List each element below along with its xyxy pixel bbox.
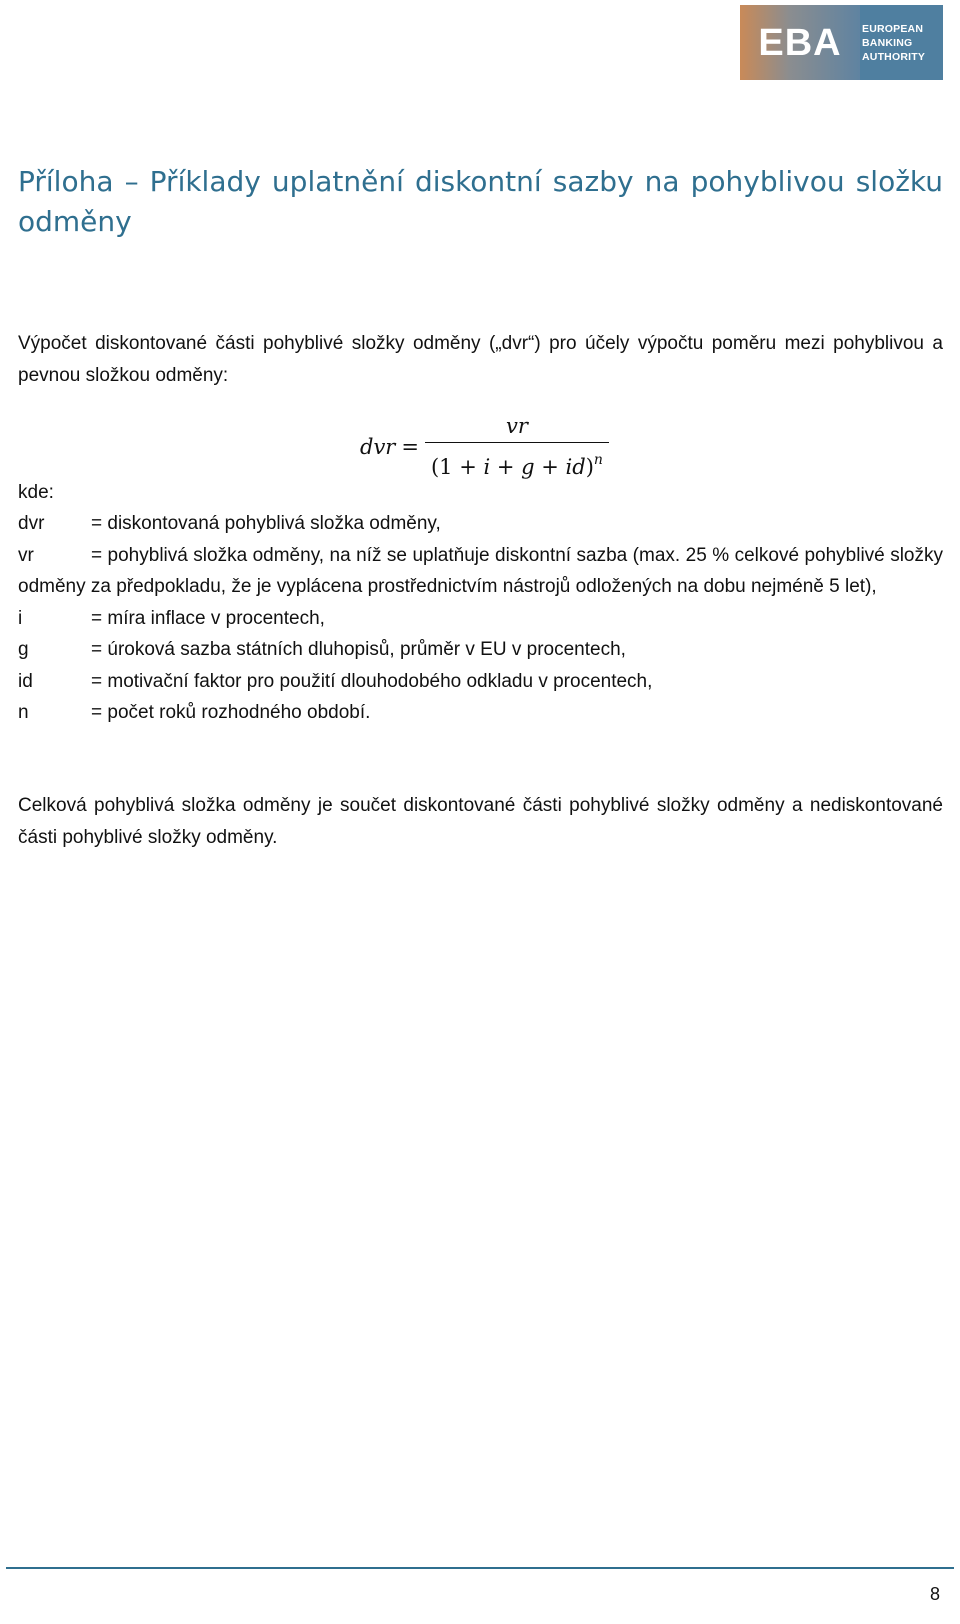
definition-description: = úroková sazba státních dluhopisů, průměr v EU v procentech, [91,639,626,660]
definition-row [18,666,943,698]
discount-formula [360,412,609,482]
definition-description: = diskontovaná pohyblivá složka odměny, [91,513,441,534]
formula-equals: = [401,435,419,460]
definition-row [18,697,943,729]
definition-row [18,540,943,603]
definition-symbol: id [18,670,33,692]
definition-symbol: vr [18,544,34,566]
logo-abbr: EBA [758,21,842,64]
definition-symbol: i [18,607,23,629]
definition-description: = počet roků rozhodného období. [91,702,371,723]
intro-paragraph: Výpočet diskontované části pohyblivé složky odměny („dvr“) pro účely výpočtu poměru mezi pohyblivou a pevnou složkou odměny: [18,333,943,386]
logo-line-1: EUROPEAN [862,22,924,35]
logo-mark [740,5,860,80]
definition-row [18,603,943,635]
definition-description: = motivační faktor pro použití dlouhodobého odkladu v procentech, [91,670,653,692]
formula-lhs: dvr [360,435,396,460]
logo-line-3: AUTHORITY [862,50,926,63]
den-i: i [483,455,491,480]
den-open: (1 + [430,455,484,480]
page-title: Příloha – Příklady uplatnění diskontní sazby na pohyblivou složku odměny [18,165,943,238]
definition-row [18,634,943,666]
formula-fraction [425,412,609,482]
den-plus-2: + [534,455,566,480]
definition-description: = pohyblivá složka odměny, na níž se uplatňuje diskontní sazba (max. 25 % celkové pohyblivé složky odměny za předpokladu, že je vyplácena prostřednictvím nástrojů odložených na dobu nejméně 5 let), [18,544,943,597]
footer-divider [6,1567,954,1569]
formula-denominator [425,443,609,482]
den-plus-1: + [490,455,522,480]
logo-line-2: BANKING [862,36,913,49]
definition-symbol: g [18,639,29,660]
definition-symbol: dvr [18,513,45,534]
definition-list [18,508,943,729]
eba-logo [740,5,943,80]
logo-wordmark [860,5,943,80]
definition-symbol: n [18,702,29,723]
definition-row [18,508,943,540]
den-close: ) [585,455,594,480]
definition-description: = míra inflace v procentech, [91,607,325,629]
page-number: 8 [929,1584,940,1604]
den-id: id [565,455,586,480]
where-label: kde: [18,482,54,503]
closing-paragraph: Celková pohyblivá složka odměny je součet diskontované části pohyblivé složky odměny a nediskontované části pohyblivé složky odměny. [18,795,943,848]
den-g: g [521,455,535,480]
formula-numerator: vr [506,414,528,438]
den-exponent: n [593,452,603,469]
